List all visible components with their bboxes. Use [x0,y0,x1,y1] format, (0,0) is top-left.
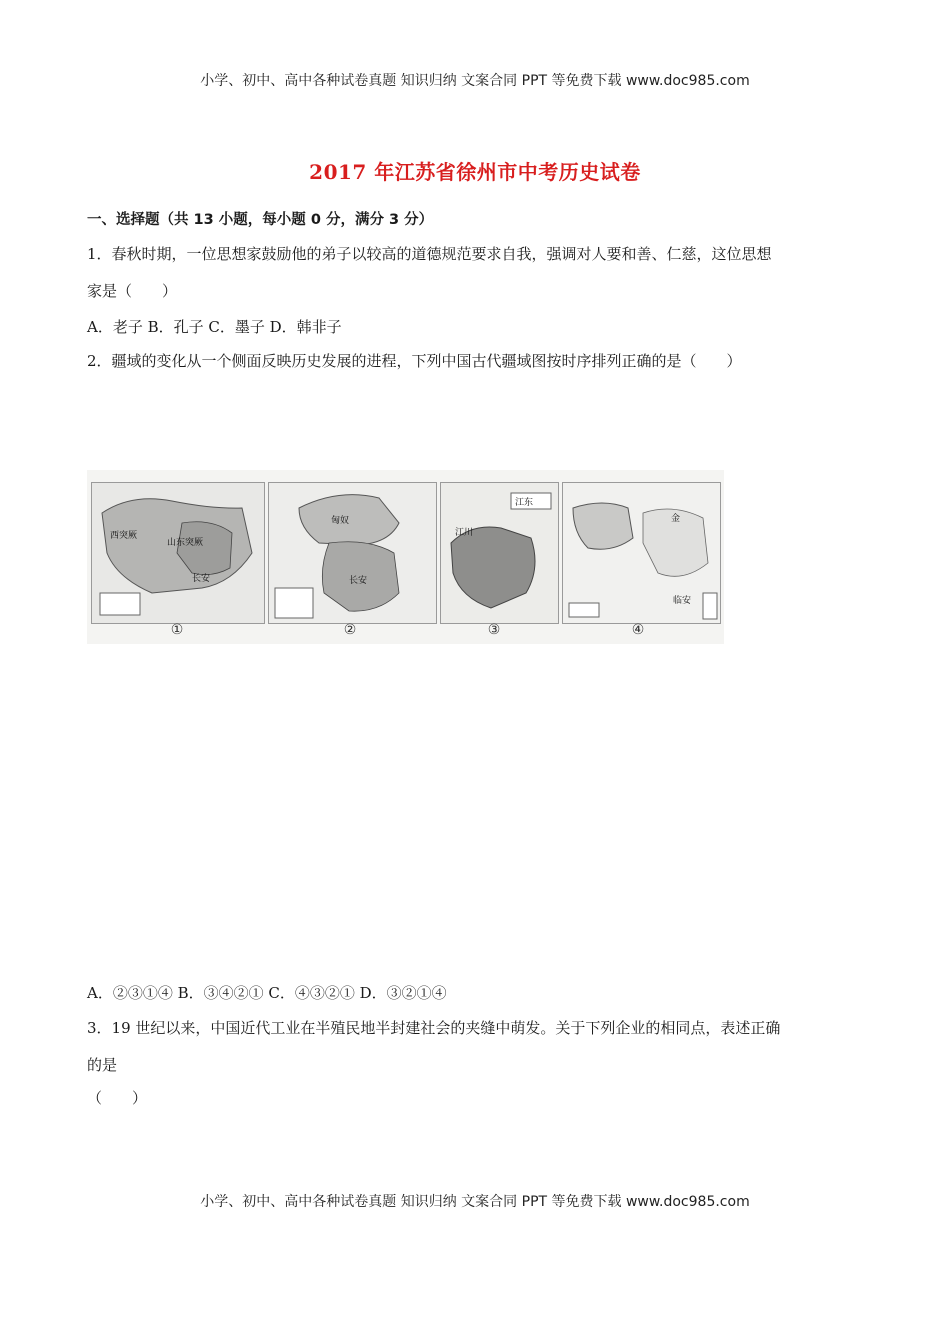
question-1-line-1: 1．春秋时期，一位思想家鼓励他的弟子以较高的道德规范要求自我，强调对人要和善、仁慈，这位思想 [87,245,772,263]
question-1-line-2: 家是（ ） [87,282,178,300]
map-label-1: ① [170,622,184,638]
map-panel-1 [91,482,265,624]
map-4-name-2: 临安 [673,596,692,606]
territory-maps-image [87,470,724,644]
map-1-name-2: 山东突厥 [167,538,204,548]
question-3-line-2: 的是 [87,1056,118,1074]
page-footer: 小学、初中、高中各种试卷真题 知识归纳 文案合同 PPT 等免费下载 www.doc985.com [200,1194,750,1210]
map-panel-3 [440,482,559,624]
map-panel-4 [562,482,721,624]
map-1-name-3: 长安 [192,574,211,584]
question-2-line-1: 2．疆域的变化从一个侧面反映历史发展的进程，下列中国古代疆域图按时序排列正确的是（ ） [87,352,742,370]
map-2-drawing [269,483,436,623]
section-heading: 一、选择题（共 13 小题，每小题 0 分，满分 3 分） [87,212,434,228]
map-panel-2 [268,482,437,624]
map-3-drawing [441,483,558,623]
map-4-drawing [563,483,720,623]
question-2-options: A．②③①④ B．③④②① C．④③②① D．③②①④ [87,984,447,1002]
map-4-name-1: 金 [671,514,681,524]
map-label-3: ③ [487,622,501,638]
map-3-name-1: 江川 [455,528,474,538]
question-1-options: A．老子 B．孔子 C．墨子 D．韩非子 [87,318,342,336]
map-2-name-2: 长安 [349,576,368,586]
question-3-line-3: （ ） [87,1089,148,1107]
map-label-4: ④ [631,622,645,638]
exam-title: 2017 年江苏省徐州市中考历史试卷 [309,160,641,184]
page-header: 小学、初中、高中各种试卷真题 知识归纳 文案合同 PPT 等免费下载 www.doc985.com [200,73,750,89]
map-1-name-1: 西突厥 [110,531,138,541]
map-label-2: ② [343,622,357,638]
map-3-name-2: 江东 [515,498,534,508]
map-2-name-1: 匈奴 [331,516,350,526]
map-1-drawing [92,483,264,623]
question-3-line-1: 3．19 世纪以来，中国近代工业在半殖民地半封建社会的夹缝中萌发。关于下列企业的相同点，表述正确 [87,1019,781,1037]
